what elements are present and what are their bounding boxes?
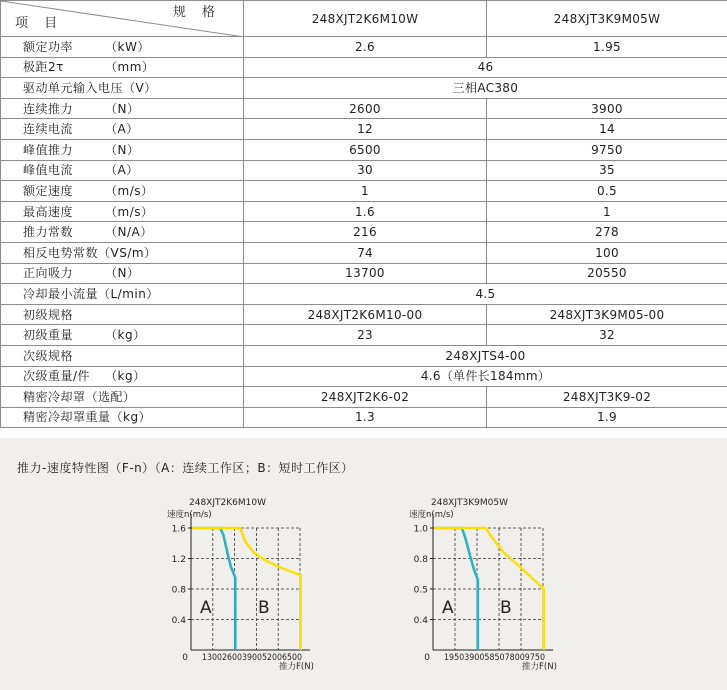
chart-1 [167, 498, 314, 672]
header-model-2: 248XJT3K9M05W [487, 1, 727, 37]
row-label-text: 正向吸力 [23, 266, 74, 281]
chart-2 [409, 498, 557, 672]
row-value: 4.6（单件长184mm） [244, 366, 727, 387]
row-value: 三相AC380 [244, 78, 727, 99]
y-tick-label: 0.8 [171, 585, 186, 596]
y-tick-label: 0.5 [413, 585, 428, 596]
row-value: 13700 [244, 263, 487, 284]
row-label-text: 精密冷却罩（选配） [23, 389, 136, 404]
row-label-text: 初级重量 [23, 328, 74, 343]
y-tick-label: 1.2 [171, 555, 186, 565]
row-value: 30 [244, 160, 487, 181]
row-value: 14 [487, 119, 727, 140]
row-value: 2600 [244, 98, 487, 119]
row-label-text: 极距2τ [23, 60, 64, 75]
row-unit: （kg） [105, 369, 146, 384]
row-label-text: 最高速度 [23, 204, 74, 219]
row-unit: （A） [105, 122, 139, 137]
header-model-1: 248XJT2K6M10W [244, 1, 487, 37]
y-axis-label: 速度n(m/s) [409, 510, 454, 520]
row-label-text: 连续推力 [23, 101, 74, 116]
y-tick-label: 0.8 [413, 555, 428, 565]
region-label-b: B [500, 598, 512, 618]
row-value: 248XJT3K9-02 [487, 387, 727, 408]
row-value: 46 [244, 57, 727, 78]
row-value: 9750 [487, 139, 727, 160]
row-value: 1.9 [487, 407, 727, 428]
x-tick-labels: 13002600390052006500 [202, 653, 302, 663]
row-value: 216 [244, 222, 487, 243]
row-label-text: 次级重量/件 [23, 369, 91, 384]
chart-title: 248XJT2K6M10W [189, 498, 266, 508]
row-unit: （kg） [105, 328, 146, 343]
row-value: 248XJT3K9M05-00 [487, 304, 727, 325]
origin-label: 0 [182, 653, 188, 663]
row-value: 3900 [487, 98, 727, 119]
row-unit: （m/s） [105, 183, 154, 198]
region-label-a: A [442, 598, 454, 618]
row-label-text: 额定功率 [23, 39, 74, 54]
row-unit: （kW） [105, 39, 150, 54]
row-label-text: 精密冷却罩重量（kg） [23, 410, 152, 425]
row-label-text: 推力常数 [23, 225, 74, 240]
row-value: 74 [244, 242, 487, 263]
row-value: 20550 [487, 263, 727, 284]
row-label-text: 次级规格 [23, 348, 74, 363]
header-spec-label: 规 格 [172, 5, 221, 20]
row-label-text: 驱动单元输入电压（V） [23, 80, 157, 95]
row-value: 278 [487, 222, 727, 243]
row-value: 1.3 [244, 407, 487, 428]
origin-label: 0 [424, 653, 430, 663]
row-unit: （N） [105, 266, 140, 281]
row-label-text: 峰值推力 [23, 142, 74, 157]
row-value: 248XJT2K6-02 [244, 387, 487, 408]
row-value: 4.5 [244, 284, 727, 305]
row-value: 1.6 [244, 201, 487, 222]
y-tick-label: 0.4 [413, 616, 428, 626]
row-value: 6500 [244, 139, 487, 160]
row-label-text: 连续电流 [23, 122, 74, 137]
row-unit: （A） [105, 163, 139, 178]
row-label-text: 相反电势常数（VS/m） [23, 245, 157, 260]
row-value: 1 [487, 201, 727, 222]
row-value: 1 [244, 181, 487, 202]
header-item-label: 项 目 [15, 16, 64, 31]
row-value: 0.5 [487, 181, 727, 202]
row-value: 23 [244, 325, 487, 346]
y-tick-label: 1.6 [171, 524, 186, 535]
x-axis-label: 推力F(N) [522, 662, 557, 672]
x-tick-labels: 19503900585078009750 [444, 653, 545, 663]
region-label-b: B [258, 598, 270, 618]
panel-title: 推力-速度特性图（F-n）（A：连续工作区；B：短时工作区） [17, 461, 354, 475]
row-unit: （mm） [105, 60, 155, 75]
row-label-text: 冷却最小流量（L/min） [23, 286, 159, 301]
row-label-text: 初级规格 [23, 307, 74, 322]
row-label-text: 额定速度 [23, 183, 74, 198]
y-tick-label: 0.4 [171, 616, 186, 626]
y-tick-label: 1.0 [413, 524, 428, 535]
y-axis-label: 速度n(m/s) [167, 510, 212, 520]
chart-title: 248XJT3K9M05W [431, 498, 508, 508]
row-value: 32 [487, 325, 727, 346]
x-axis-label: 推力F(N) [279, 662, 314, 672]
row-value: 248XJT2K6M10-00 [244, 304, 487, 325]
row-value: 248XJTS4-00 [244, 345, 727, 366]
region-label-a: A [200, 598, 212, 618]
row-value: 12 [244, 119, 487, 140]
row-unit: （N/A） [105, 225, 153, 240]
row-value: 2.6 [244, 37, 487, 58]
row-value: 35 [487, 160, 727, 181]
row-unit: （N） [105, 142, 140, 157]
row-label-text: 峰值电流 [23, 163, 74, 178]
row-value: 1.95 [487, 37, 727, 58]
row-unit: （N） [105, 101, 140, 116]
row-unit: （m/s） [105, 204, 154, 219]
row-value: 100 [487, 242, 727, 263]
